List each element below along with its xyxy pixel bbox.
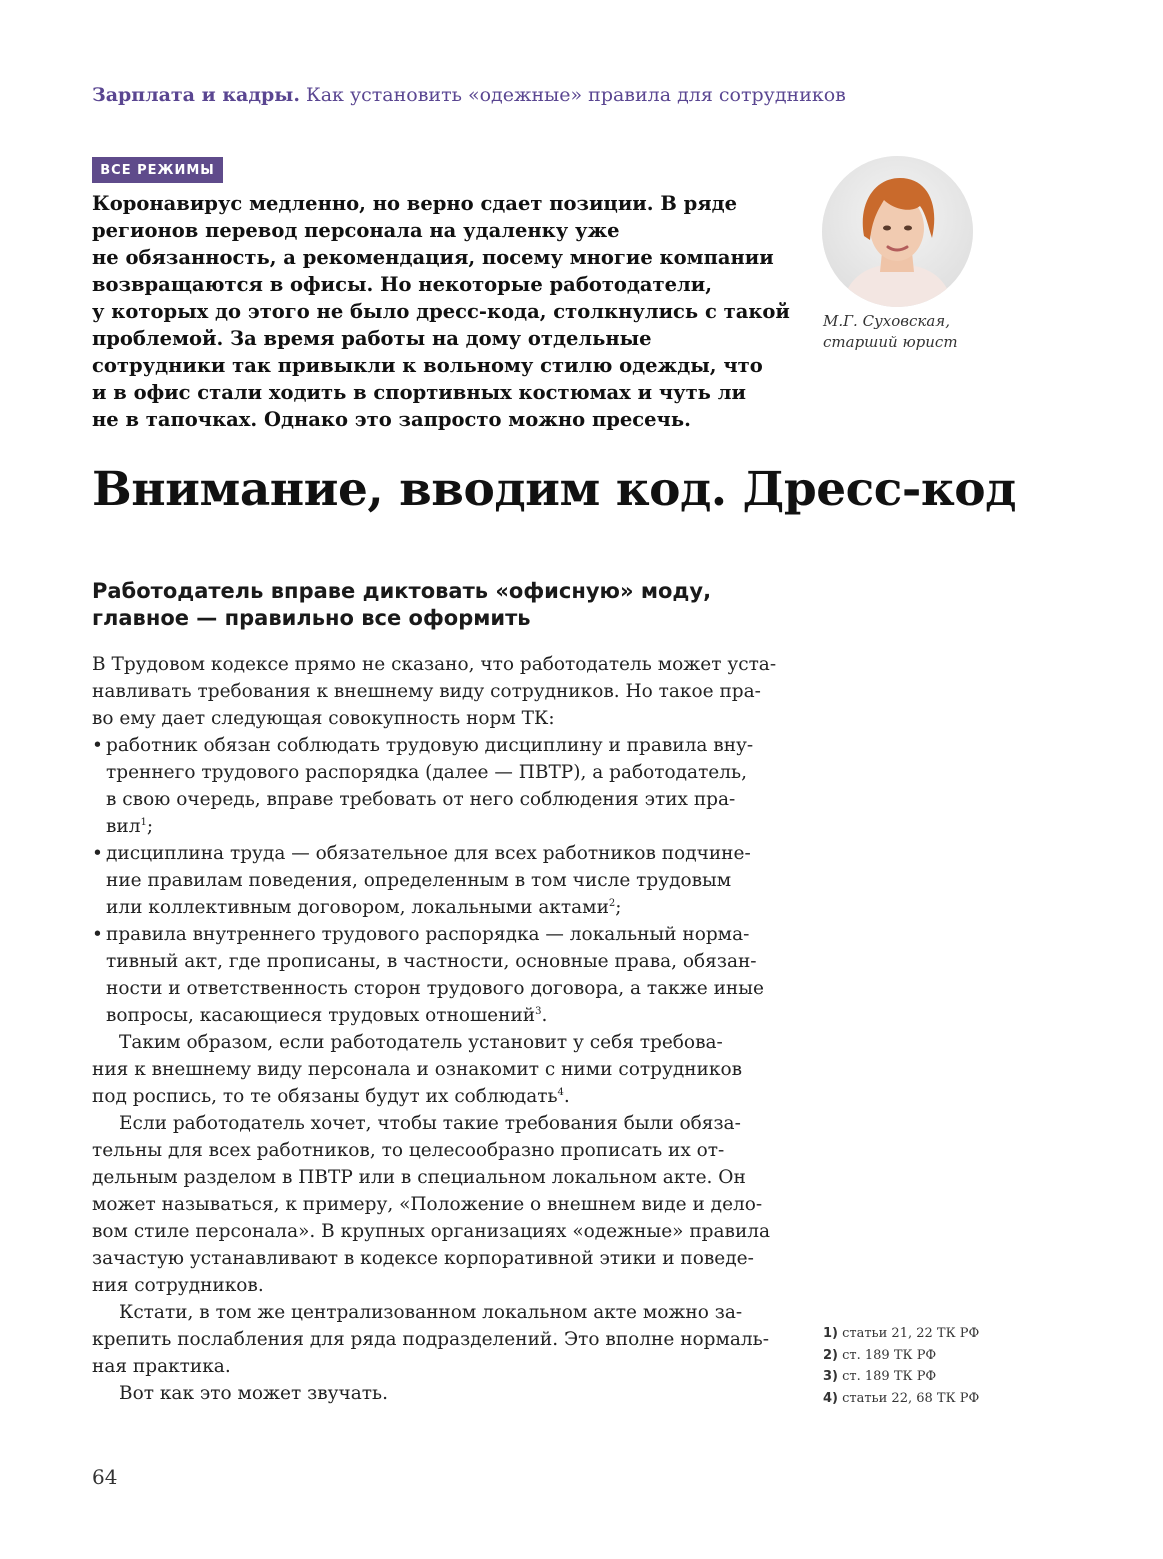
footnote: 4) статьи 22, 68 ТК РФ bbox=[823, 1390, 980, 1406]
lead-line: возвращаются в офисы. Но некоторые работодатели, bbox=[92, 273, 713, 296]
bullet-item: • правила внутреннего трудового распорядка — локальный норма- bbox=[92, 921, 770, 948]
body-line: В Трудовом кодексе прямо не сказано, что работодатель может уста- bbox=[92, 654, 777, 675]
author-caption bbox=[823, 311, 958, 353]
lead-line: Коронавирус медленно, но верно сдает позиции. В ряде bbox=[92, 192, 738, 215]
body-line: Кстати, в том же централизованном локальном акте можно за- bbox=[119, 1302, 743, 1323]
running-header bbox=[92, 84, 846, 106]
bullet-line: или коллективным договором, локальными актами$^2$; bbox=[106, 897, 622, 918]
article-body bbox=[92, 651, 777, 1407]
author-role: старший юрист bbox=[823, 333, 958, 351]
lead-line: не обязанность, а рекомендация, посему многие компании bbox=[92, 246, 774, 269]
bullet-line: вил$^1$; bbox=[106, 816, 154, 837]
header-section: Зарплата и кадры. bbox=[92, 84, 300, 106]
footnote: 1) статьи 21, 22 ТК РФ bbox=[823, 1326, 980, 1341]
body-line: Вот как это может звучать. bbox=[119, 1383, 388, 1404]
article-title: Внимание, вводим код. Дресс-код bbox=[92, 462, 1016, 517]
footnotes bbox=[823, 1323, 979, 1409]
portrait-illustration bbox=[822, 156, 973, 307]
body-line: во ему дает следующая совокупность норм ТК: bbox=[92, 708, 555, 729]
bullet-icon: • bbox=[92, 924, 103, 945]
page-number: 64 bbox=[92, 1465, 118, 1489]
bullet-item: • дисциплина труда — обязательное для всех работников подчине- bbox=[92, 840, 770, 867]
body-line: зачастую устанавливают в кодексе корпоративной этики и поведе- bbox=[92, 1248, 754, 1269]
bullet-icon: • bbox=[92, 843, 103, 864]
lead-paragraph bbox=[92, 190, 790, 433]
footnote-ref: 4 bbox=[557, 1087, 564, 1098]
bullet-item: • работник обязан соблюдать трудовую дисциплину и правила вну- bbox=[92, 732, 770, 759]
header-topic: Как установить «одежные» правила для сотрудников bbox=[306, 84, 846, 106]
lead-line: проблемой. За время работы на дому отдельные bbox=[92, 327, 652, 350]
lead-line: у которых до этого не было дресс-кода, столкнулись с такой bbox=[92, 300, 790, 323]
body-line: дельным разделом в ПВТР или в специальном локальном акте. Он bbox=[92, 1167, 746, 1188]
body-line: ная практика. bbox=[92, 1356, 231, 1377]
body-line: под роспись, то те обязаны будут их соблюдать$^4$. bbox=[92, 1086, 570, 1107]
author-name: М.Г. Суховская, bbox=[823, 312, 950, 330]
footnote-ref: 1 bbox=[140, 817, 147, 828]
body-line: крепить послабления для ряда подразделений. Это вполне нормаль- bbox=[92, 1329, 769, 1350]
footnote-ref: 3 bbox=[535, 1006, 542, 1017]
body-line: Если работодатель хочет, чтобы такие требования были обяза- bbox=[119, 1113, 741, 1134]
article-subtitle bbox=[92, 578, 711, 632]
bullet-line: тивный акт, где прописаны, в частности, основные права, обязан- bbox=[106, 951, 757, 972]
bullet-line: ности и ответственность сторон трудового договора, а также иные bbox=[106, 978, 764, 999]
bullet-line: ние правилам поведения, определенным в том числе трудовым bbox=[106, 870, 732, 891]
body-line: навливать требования к внешнему виду сотрудников. Но такое пра- bbox=[92, 681, 761, 702]
body-line: Таким образом, если работодатель установит у себя требова- bbox=[119, 1032, 723, 1053]
footnote-ref: 2 bbox=[608, 898, 616, 909]
bullet-icon: • bbox=[92, 735, 103, 756]
body-line: ния к внешнему виду персонала и ознакомит с ними сотрудников bbox=[92, 1059, 742, 1080]
body-line: может называться, к примеру, «Положение о внешнем виде и дело- bbox=[92, 1194, 763, 1215]
lead-line: не в тапочках. Однако это запросто можно пресечь. bbox=[92, 408, 691, 431]
subtitle-line: Работодатель вправе диктовать «офисную» моду, bbox=[92, 579, 712, 603]
lead-line: регионов перевод персонала на удаленку уже bbox=[92, 219, 620, 242]
bullet-line: треннего трудового распорядка (далее — ПВТР), а работодатель, bbox=[106, 762, 747, 783]
author-portrait bbox=[822, 156, 973, 307]
bullet-line: в свою очередь, вправе требовать от него соблюдения этих пра- bbox=[106, 789, 736, 810]
lead-line: сотрудники так привыкли к вольному стилю одежды, что bbox=[92, 354, 763, 377]
lead-line: и в офис стали ходить в спортивных костюмах и чуть ли bbox=[92, 381, 746, 404]
footnote: 2) ст. 189 ТК РФ bbox=[823, 1347, 937, 1363]
subtitle-line: главное — правильно все оформить bbox=[92, 606, 531, 630]
body-line: вом стиле персонала». В крупных организациях «одежные» правила bbox=[92, 1221, 771, 1242]
regime-badge: ВСЕ РЕЖИМЫ bbox=[92, 157, 223, 183]
footnote: 3) ст. 189 ТК РФ bbox=[823, 1369, 937, 1384]
bullet-line: вопросы, касающиеся трудовых отношений$^3$. bbox=[106, 1005, 548, 1026]
body-line: тельны для всех работников, то целесообразно прописать их от- bbox=[92, 1140, 725, 1161]
body-line: ния сотрудников. bbox=[92, 1275, 264, 1296]
